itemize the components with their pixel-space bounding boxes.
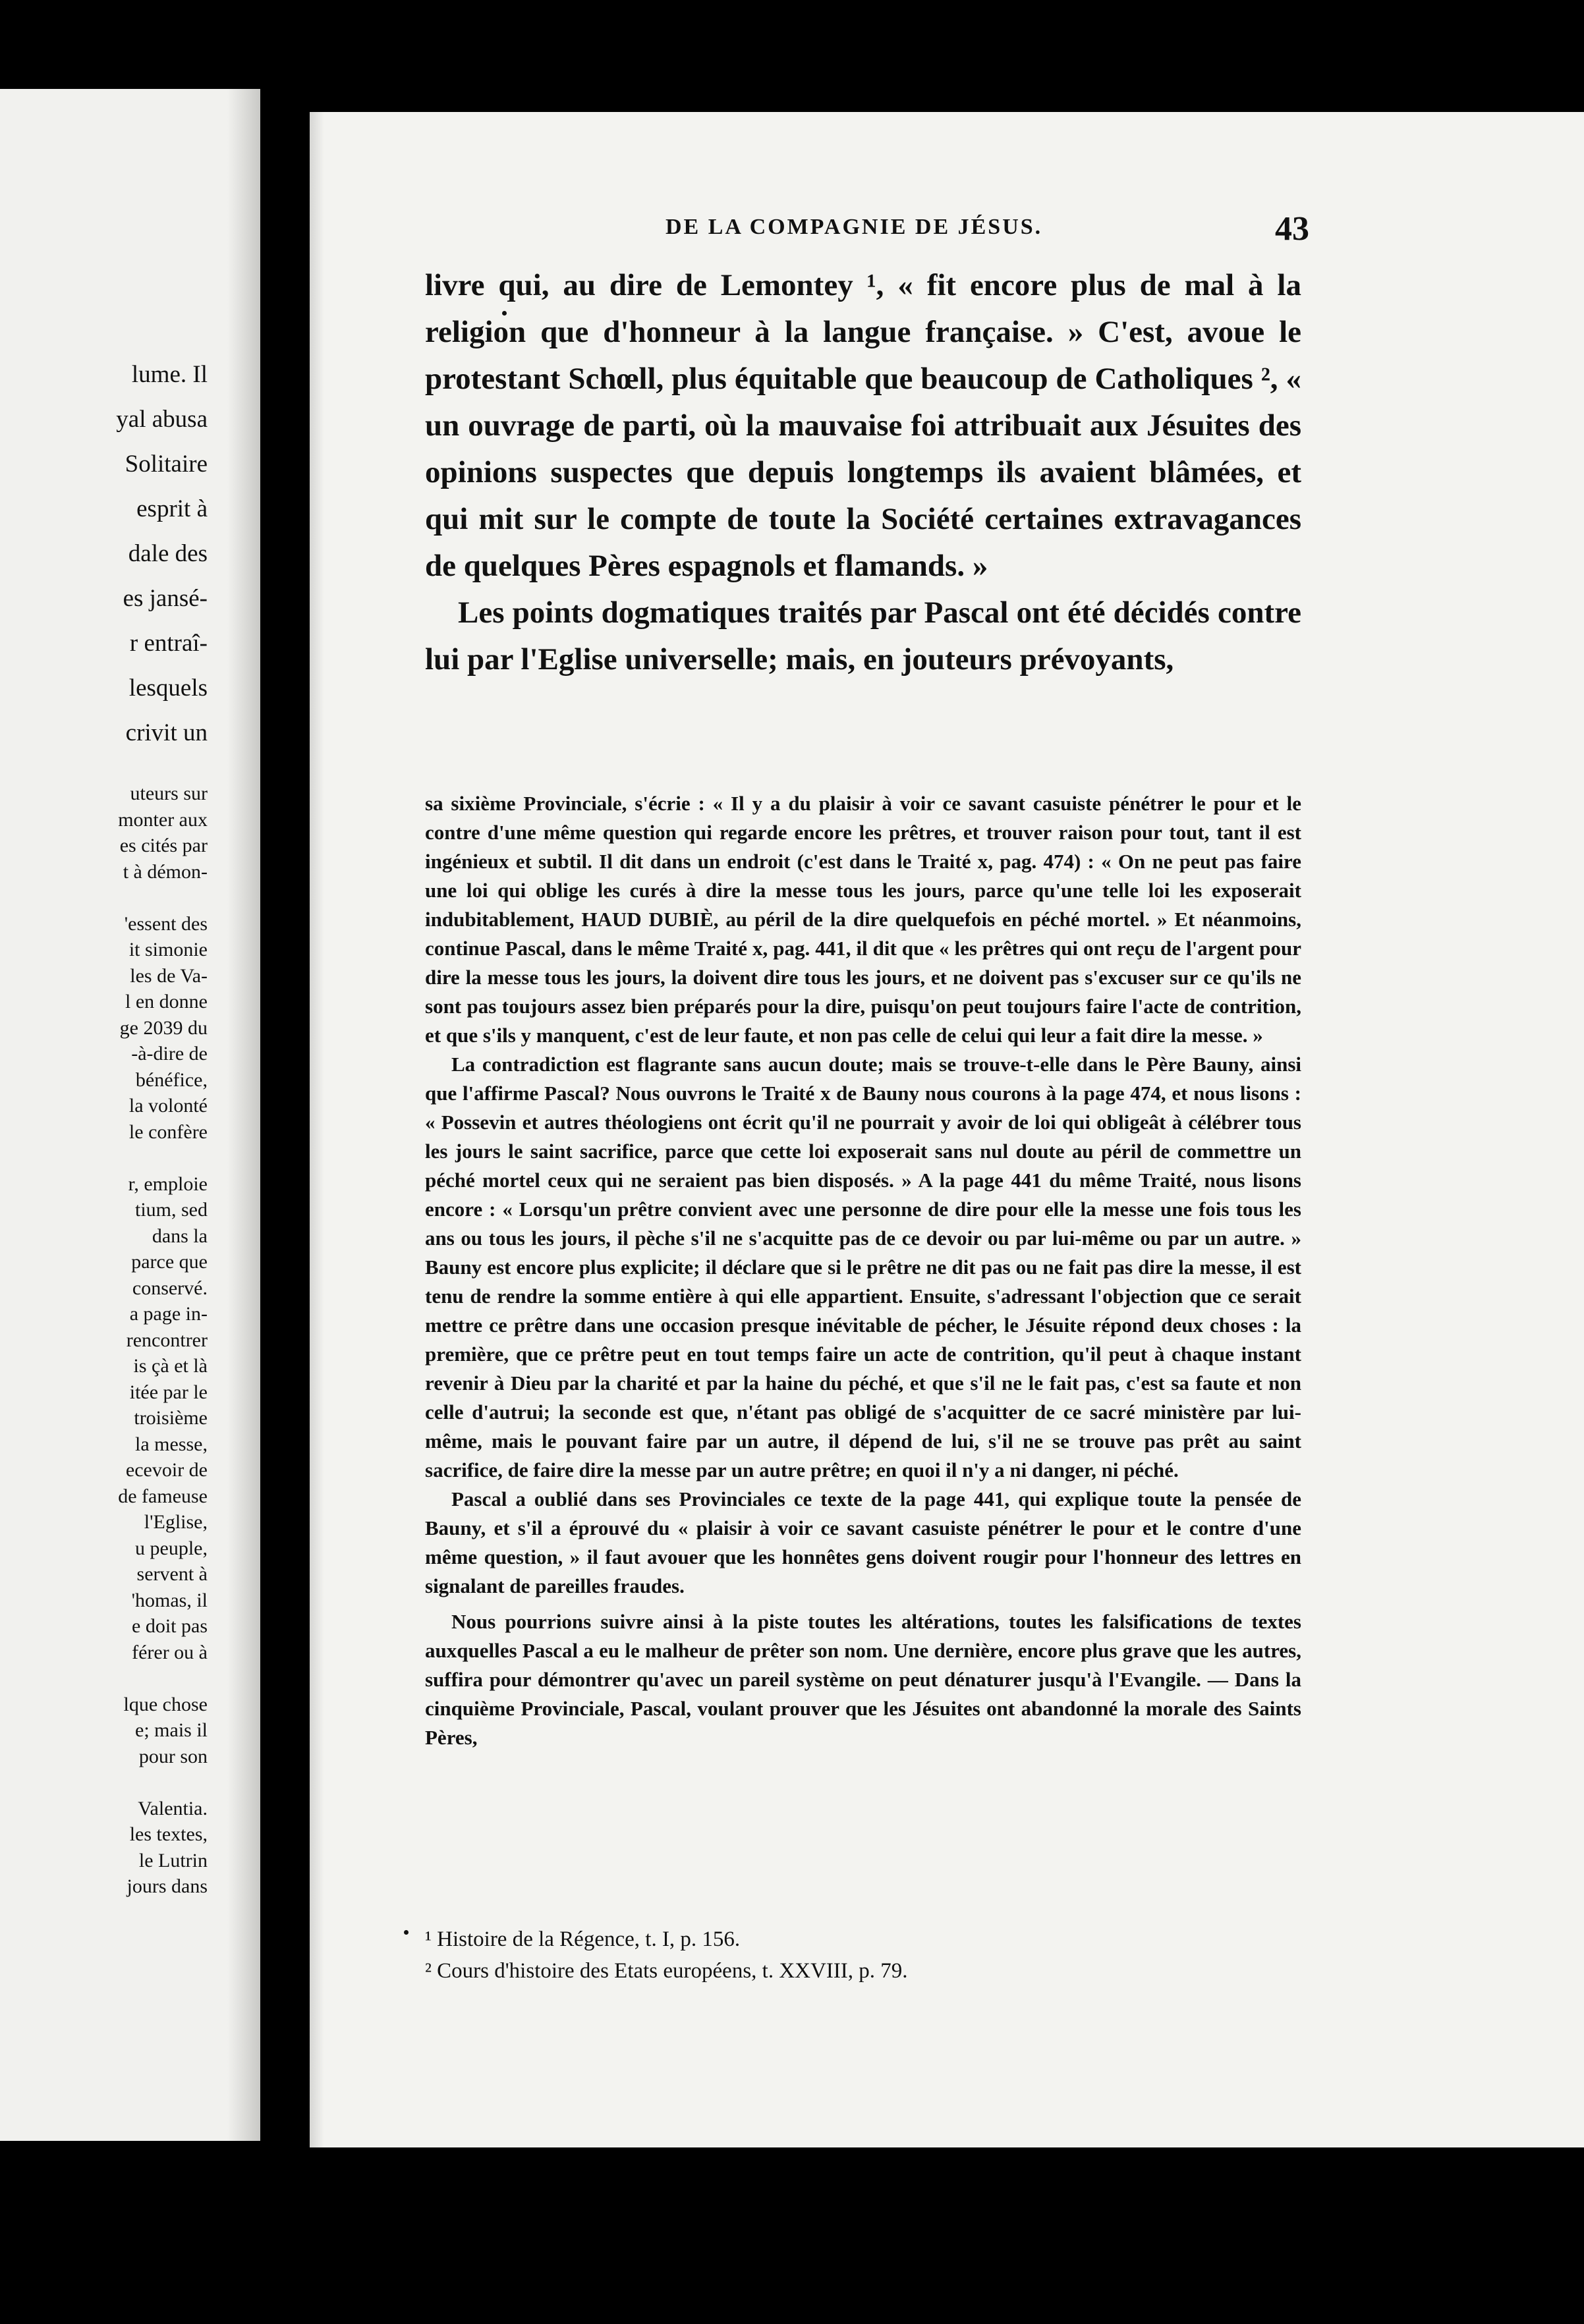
footnote: ² Cours d'histoire des Etats européens, t. XXVIII, p. 79. xyxy=(425,1959,908,1983)
page-number: 43 xyxy=(1275,210,1309,248)
ink-speck xyxy=(404,1930,409,1935)
footnote: ¹ Histoire de la Régence, t. I, p. 156. xyxy=(425,1927,741,1951)
note-paragraph: La contradiction est flagrante sans aucun doute; mais se trouve-t-elle dans le Père Bauny, ainsi que l'affirme Pascal? Nous ouvrons le Traité x de Bauny nous courons à la page 474, et nous lisons : « Possevin et autres théologiens ont écrit qu'il ne pourrait y avoir de loi qui obligeât à célébrer tous les jours le saint sacrifice, parce que cette loi exposerait sans nul doute au péril de commettre un péché mortel ceux qui ne seraient pas bien disposés. » A la page 441 du même Traité, nous lisons encore : « Lorsqu'un prêtre convient avec une personne de dire pour elle la messe une fois tous les ans ou tous les jours, il pèche s'il ne s'acquitte pas de ce devoir ou par lui-même ou par un autre. » Bauny est encore plus explicite; il déclare que si le prêtre ne dit pas ou ne fait pas dire la messe, il est tenu de rendre la somme entière à qui elle appartient. Ensuite, s'adressant l'objection que ce serait mettre ce prêtre dans une occasion presque inévitable de pécher, le Jésuite répond deux choses : la première, que ce prêtre peut en tout temps faire un acte de contrition, qu'il peut à chaque instant revenir à Dieu par la charité et par la haine du péché, et que s'il ne le fait pas, c'est sa faute et non celle d'autrui; la seconde est que, n'étant pas obligé de s'acquitter de ce sacré ministère par lui-même, mais le pouvant faire par un autre, il dépend de lui, s'il ne se trouve pas prêt au saint sacrifice, de faire dire la messe par un autre prêtre; en quoi il n'y a ni danger, ni péché. xyxy=(425,1053,1301,1481)
main-text xyxy=(425,262,1301,683)
note-paragraph: Nous pourrions suivre ainsi à la piste toutes les altérations, toutes les falsifications de textes auxquelles Pascal a eu le malheur de prêter son nom. Une dernière, encore plus grave que les autres, suffira pour démontrer qu'avec un pareil système on peut dénaturer jusqu'à l'Evangile. — Dans la cinquième Provinciale, Pascal, voulant prouver que les Jésuites ont abandonné la morale des Saints Pères, xyxy=(425,1610,1301,1749)
note-paragraph: Pascal a oublié dans ses Provinciales ce texte de la page 441, qui explique toute la pensée de Bauny, et s'il a éprouvé du « plaisir à voir ce savant casuiste pénétrer le pour et le contre d'une même question, » il faut avouer que les honnêtes gens doivent rougir pour l'honneur des lettres en signalant de pareilles fraudes. xyxy=(425,1487,1301,1597)
page-edge-shadow xyxy=(310,112,324,2147)
footnotes xyxy=(425,1923,1301,1987)
left-page xyxy=(0,89,260,2141)
page-header xyxy=(349,209,1338,249)
paragraph: Les points dogmatiques traités par Pascal ont été décidés contre lui par l'Eglise universelle; mais, en jouteurs prévoyants, xyxy=(425,595,1301,677)
note-paragraph: sa sixième Provinciale, s'écrie : « Il y a du plaisir à voir ce savant casuiste pénétrer le pour et le contre d'une même question qui regarde encore les prêtres, et trouver raison pour tout, tant il est ingénieux et subtil. Il dit dans un endroit (c'est dans le Traité x, pag. 474) : « On ne peut pas faire une loi qui oblige les curés à dire la messe tous les jours, parce qu'une telle loi les exposerait indubitablement, HAUD DUBIÈ, au péril de la dire quelquefois en péché mortel. » Et néanmoins, continue Pascal, dans le même Traité x, pag. 441, il dit que « les prêtres qui ont reçu de l'argent pour dire la messe tous les jours, la doivent dire tous les jours, et ne doivent pas s'excuser sur ce qu'ils ne sont pas toujours assez bien préparés pour la dire, puisqu'on peut toujours faire l'acte de contrition, et que s'ils y manquent, c'est de leur faute, et non pas celle de celui qui leur a fait dire la messe. » xyxy=(425,792,1301,1047)
left-page-note-fragment: uteurs sur monter aux es cités par t à démon- 'essent des it simonie les de Va- l en donne ge 2039 du -à-dire de bénéfice, la volonté le confère r, emploie tium, sed dans la parce que conservé. a page in- rencontrer is çà et là itée par le troisième la messe, ecevoir de de fameuse l'Eglise, u peuple, servent à 'homas, il e doit pas férer ou à lque chose e; mais il pour son Valentia. les textes, le Lutrin jours dans xyxy=(118,783,208,1897)
note-text xyxy=(425,789,1301,1752)
left-page-text-fragment: lume. Il yal abusa Solitaire esprit à dale des es jansé- r entraî- lesquels crivit un xyxy=(116,361,208,746)
running-title: DE LA COMPAGNIE DE JÉSUS. xyxy=(665,215,1043,239)
book-gutter xyxy=(227,89,260,2141)
paragraph: livre qui, au dire de Lemontey ¹, « fit encore plus de mal à la religion que d'honneur à la langue française. » C'est, avoue le protestant Schœll, plus équitable que beaucoup de Catholiques ², « un ouvrage de parti, où la mauvaise foi attribuait aux Jésuites des opinions suspectes que depuis longtemps ils avaient blâmées, et qui mit sur le compte de toute la Société certaines extravagances de quelques Pères espagnols et flamands. » xyxy=(425,268,1301,583)
